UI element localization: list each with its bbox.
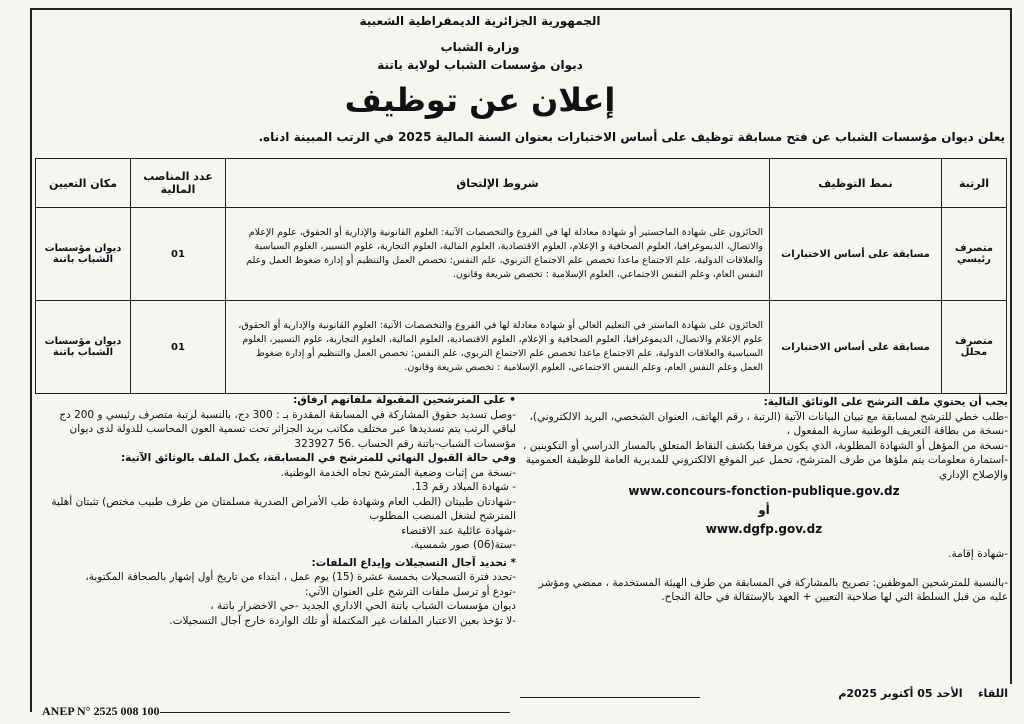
place: ديوان مؤسسات الشباب باتنة	[36, 301, 131, 394]
intro-text: يعلن ديوان مؤسسات الشباب عن فتح مسابقة توظيف على أساس الاختبارات بعنوان السنة المالية 2025 في الرتب المبينة ادناه.	[258, 130, 1005, 144]
posts: 01	[131, 301, 226, 394]
employees-item: -بالنسبة للمترشحين الموظفين: تصريح بالمشاركة في المسابقة من طرف الهيئة المستخدمة ، ممضي ومؤشر عليه من قبل السلطة التي لها صلاحية التعيين + العهد بالإستقالة في حالة النجاح.	[538, 576, 1008, 603]
accepted-heading: • على المترشحين المقبولة ملفاتهم ارفاق:	[293, 394, 516, 406]
posts: 01	[131, 208, 226, 301]
table-row	[36, 301, 1007, 394]
fee-item: -وصل تسديد حقوق المشاركة في المسابقة المقدرة بـ : 300 دج، بالنسبة لرتبة متصرف رئيسي و 200 دج لباقي الرتب يتم تسديدها عبر مختلف مكاتب بريد الجزائر تحت تسمية العون المحاسب للدولة لدى ديوان مؤسسات الشباب-باتنة رقم الحساب .56 323927	[59, 408, 516, 450]
col-mode: نمط التوظيف	[770, 159, 942, 208]
document-item: -استمارة معلومات يتم ملؤها من طرف المترشح، تحمل عبر الموقع الالكتروني للمديرية العامة للوظيفة العمومية والإصلاح الإداري	[525, 454, 1008, 481]
deadline-item: -تودع أو ترسل ملفات الترشح على العنوان الآتي:	[304, 585, 516, 598]
rank: متصرف رئيسي	[942, 208, 1007, 301]
deadline-item: -لا تؤخذ بعين الاعتبار الملفات غير المكتملة أو تلك الواردة خارج آجال التسجيلات.	[169, 614, 516, 627]
final-item: -نسخة من إثبات وضعية المترشح تجاه الخدمة الوطنية.	[280, 466, 516, 479]
col-rank: الرتبة	[942, 159, 1007, 208]
accepted-section	[38, 393, 516, 628]
documents-heading: يجب أن يحتوي ملف الترشح على الوثائق التالية:	[763, 396, 1008, 408]
url-dgfp[interactable]: www.dgfp.gov.dz	[705, 522, 823, 536]
divider	[520, 697, 700, 698]
conditions: الحائزون على شهادة الماستر في التعليم العالي أو شهادة معادلة لها في الفروع والتخصصات الآتية: العلوم القانونية والإدارية أو الحقوق، علوم الإعلام والاتصال، الديموغرافيا، العلوم الصحافية و الإعلام، العلوم الاقتصادية، العلوم المالية، العلوم التجارية، علوم التسيير، العلوم السياسية والعلاقات الدولية، علم الاجتماع ماعدا تخصص علم الاجتماع التربوي، علم النفس: تخصص العمل والتنظيم أو إدارة ضغوط العمل وعلم النفس العام، وعلم النفس الاجتماعي، العلوم الإسلامية : تخصص شريعة وقانون.	[226, 301, 770, 394]
document-item: -نسخة من بطاقة التعريف الوطنية سارية المفعول ،	[786, 425, 1008, 437]
deadline-item: -تحدد فترة التسجيلات بخمسة عشرة (15) يوم عمل ، ابتداء من تاريخ أول إشهار بالصحافة المكتوبة،	[85, 571, 516, 583]
final-item: -شهادة عائلية عند الاقتضاء	[401, 524, 516, 537]
residence-item: -شهادة إقامة.	[948, 548, 1008, 560]
footer-date-line	[700, 687, 1008, 700]
table-header-row	[36, 159, 1007, 208]
col-conditions: شروط الإلتحاق	[226, 159, 770, 208]
or-text: أو	[758, 503, 770, 517]
republic-heading: الجمهورية الجزائرية الديمقراطية الشعبية	[359, 14, 601, 28]
anep-number: ANEP N° 2525 008 100	[42, 704, 160, 718]
col-place: مكان التعيين	[36, 159, 131, 208]
url-concours[interactable]: www.concours-fonction-publique.gov.dz	[628, 484, 900, 498]
page-title: إعلان عن توظيف	[344, 81, 616, 119]
documents-section	[520, 395, 1008, 605]
document-item: -طلب خطي للترشح لمسابقة مع تبيان البيانات الآتية (الرتبة ، رقم الهاتف، العنوان الشخصي، البريد الالكتروني)،	[529, 410, 1008, 423]
final-heading: وفي حالة القبول النهائي للمترشح في المسابقة، يكمل الملف بالوثائق الآتية:	[120, 452, 516, 464]
deadline-item: ديوان مؤسسات الشباب باتنة الحي الاداري الجديد -حي الاخضرار باتنة ،	[210, 600, 516, 612]
newspaper-logo: اللقاء	[977, 687, 1008, 700]
table-row	[36, 208, 1007, 301]
place: ديوان مؤسسات الشباب باتنة	[36, 208, 131, 301]
rank: متصرف محلل	[942, 301, 1007, 394]
document-item: -نسخة من المؤهل أو الشهادة المطلوبة، الذي يكون مرفقا بكشف النقاط المتعلق بالمسار الدراسي أو التكوينين ،	[522, 439, 1008, 452]
ministry-heading: وزارة الشباب	[440, 40, 520, 54]
deadline-heading: * تحديد آجال التسجيلات وإيداع الملفات:	[311, 556, 516, 569]
mode: مسابقة على أساس الاختبارات	[770, 301, 942, 394]
mode: مسابقة على أساس الاختبارات	[770, 208, 942, 301]
final-item: -ستة(06) صور شمسية.	[410, 539, 516, 551]
divider	[160, 712, 510, 713]
final-item: -شهادتان طبيتان (الطب العام وشهادة طب الأمراض الصدرية مسلمتان من طرف طبيب مختص) تثبتان أهلية المترشح لشغل المنصب المطلوب	[51, 495, 516, 522]
conditions: الحائزون على شهادة الماجستير أو شهادة معادلة لها في الفروع والتخصصات الآتية: العلوم القانونية والإدارية أو الحقوق، علوم الإعلام والاتصال، الديموغرافيا، العلوم الصحافية و الإعلام، العلوم الاقتصادية، العلوم المالية، العلوم التجارية، علوم التسيير، العلوم السياسية والعلاقات الدولية، علم الاجتماع ماعدا تخصص علم الاجتماع التربوي، علم النفس: تخصص العمل والتنظيم أو إدارة ضغوط العمل وعلم النفس العام، وعلم النفس الاجتماعي، العلوم الإسلامية : تخصص شريعة وقانون.	[226, 208, 770, 301]
office-heading: ديوان مؤسسات الشباب لولاية باتنة	[377, 58, 583, 72]
final-item: - شهادة الميلاد رقم 13.	[411, 481, 516, 493]
col-posts: عدد المناصب المالية	[131, 159, 226, 208]
publication-date: الأحد 05 أكتوبر 2025م	[838, 687, 963, 700]
positions-table	[35, 158, 1007, 394]
